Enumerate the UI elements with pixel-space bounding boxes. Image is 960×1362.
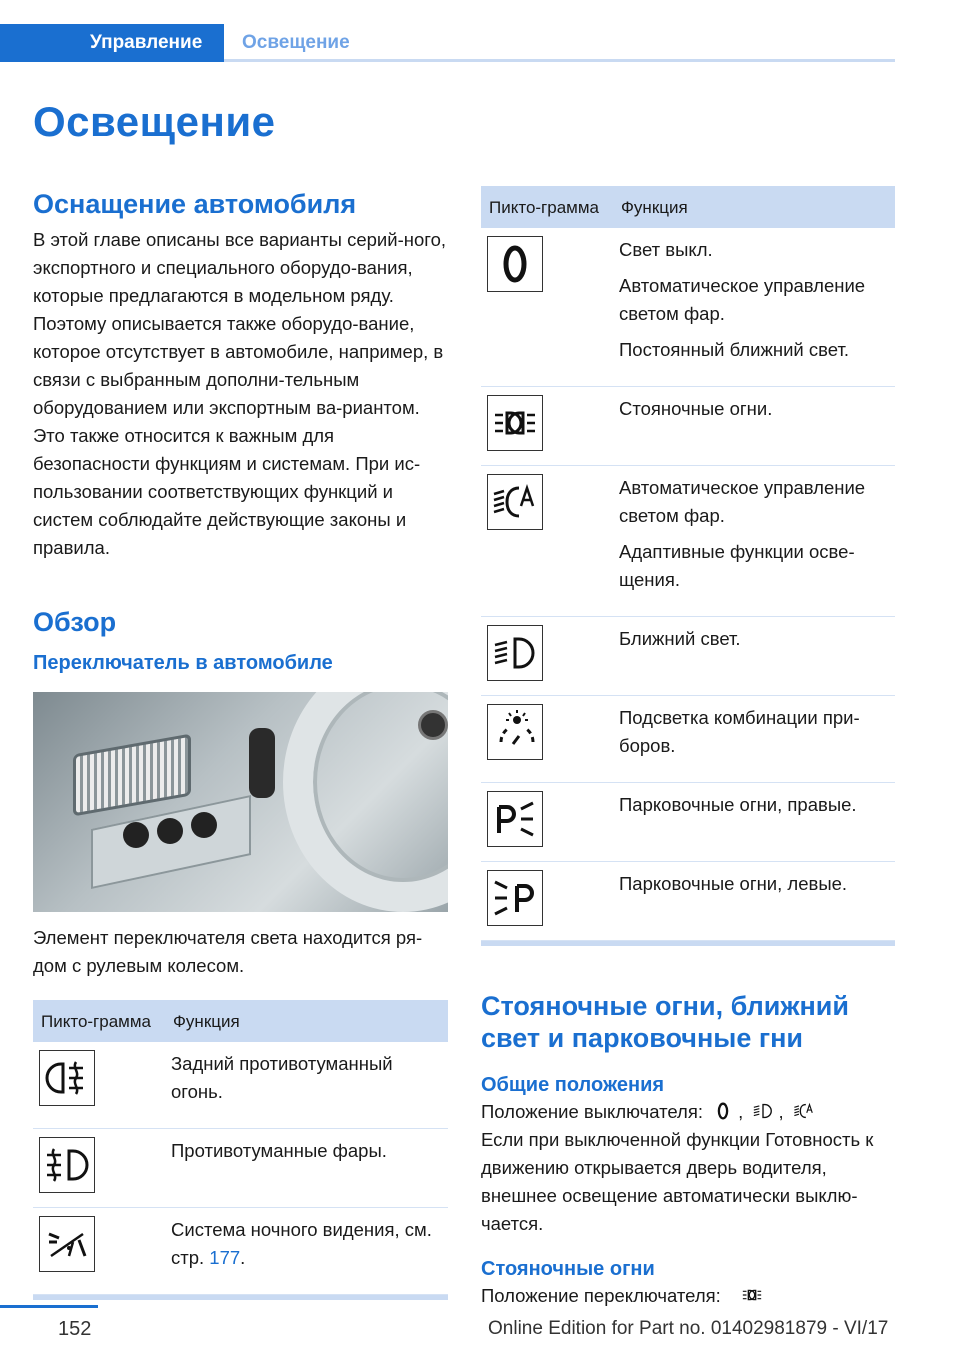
parking-title: Стояночные огни [481,1258,655,1280]
section-equipment-title: Оснащение автомобиля [33,189,357,219]
left-column [33,188,448,1300]
function-text: Свет выкл. [619,239,713,260]
right-pictogram-table [481,186,895,941]
function-text: Противотуманные фары. [171,1140,387,1161]
table-row [33,1208,448,1295]
table-row [481,617,895,696]
function-text: Подсветка комбинации при-боров. [619,707,860,756]
lever-image [249,728,275,798]
function-text: Автоматическое управление светом фар. [619,477,866,526]
table-row [481,387,895,466]
table-header-function: Функция [165,1000,448,1042]
tab-lighting[interactable]: Освещение [242,32,350,53]
table-row [481,783,895,862]
parking-switch-position: Положение переключателя: [481,1282,895,1310]
air-vent-image [73,734,191,817]
right-column [481,186,895,1310]
tab-controls[interactable]: Управление [0,24,224,62]
table-end-rule [33,1295,448,1300]
switch-knob-image [191,812,217,838]
function-text: Система ночного видения, см. стр. 177. [171,1219,432,1268]
low-beam-icon [487,625,543,681]
low-beam-icon [752,1100,774,1122]
function-text: Задний противотуманный огонь. [171,1053,393,1102]
page-number: 152 [58,1318,92,1340]
page-number-rule [0,1305,98,1308]
table-row [481,466,895,617]
section-lights-title: Стояночные огни, ближний свет и парковочные гни [481,991,849,1053]
section-equipment-text: В этой главе описаны все варианты серий-ного, экспортного и специального оборудо-вания, которые предлагаются в модельном ряду. Поэтому описывается также оборудо-вание, которое отсутствует в автомобиле, например, в связи с выбранным дополни-тельным оборудованием или экспортным ва-риантом. Это также относится к важным для безопасности функциям и системам. При ис-пользовании соответствующих функций и систем соблюдайте действующие законы и правила. [33,229,447,558]
table-row [481,862,895,941]
function-text: Парковочные огни, левые. [619,873,848,894]
brand-logo-image [418,710,448,740]
lights-off-icon [712,1100,734,1122]
lights-off-icon [487,236,543,292]
subsection-switch-title: Переключатель в автомобиле [33,652,333,674]
parking-lights-icon [487,395,543,451]
parking-light-left-icon [487,870,543,926]
page-link[interactable]: 177 [209,1247,241,1268]
table-row [33,1042,448,1129]
table-header-pictogram: Пикто-грамма [481,186,613,228]
table-header-pictogram: Пикто-грамма [33,1000,165,1042]
parking-lights-icon [730,1284,774,1306]
table-row [481,228,895,387]
general-switch-positions: Положение выключателя: , , [481,1098,895,1126]
instrument-lighting-icon [487,704,543,760]
parking-light-right-icon [487,791,543,847]
function-text: Парковочные огни, правые. [619,794,857,815]
switch-knob-image [123,822,149,848]
function-text: Стояночные огни. [619,398,773,419]
table-header-function: Функция [613,186,895,228]
table-row [481,696,895,783]
general-title: Общие положения [481,1074,665,1096]
night-vision-icon [39,1216,95,1272]
page-title: Освещение [33,98,276,145]
rear-fog-light-icon [39,1050,95,1106]
auto-headlight-icon [487,474,543,530]
table-row [33,1129,448,1208]
function-text: Адаптивные функции осве-щения. [619,541,855,590]
cockpit-photo [33,692,448,912]
header-bar [0,24,895,62]
function-text: Автоматическое управление светом фар. [619,275,866,324]
auto-headlight-icon [793,1100,815,1122]
edition-footer: Online Edition for Part no. 01402981879 - VI/17 [488,1318,889,1339]
left-pictogram-table [33,1000,448,1295]
function-text: Ближний свет. [619,628,741,649]
general-text: Если при выключенной функции Готовность к движению открывается дверь водителя, внешнее освещение автоматически выклю-чается. [481,1129,874,1234]
front-fog-lights-icon [39,1137,95,1193]
function-text: Постоянный ближний свет. [619,339,850,360]
switch-knob-image [157,818,183,844]
section-overview-title: Обзор [33,607,117,637]
photo-caption: Элемент переключателя света находится ря-дом с рулевым колесом. [33,927,423,976]
